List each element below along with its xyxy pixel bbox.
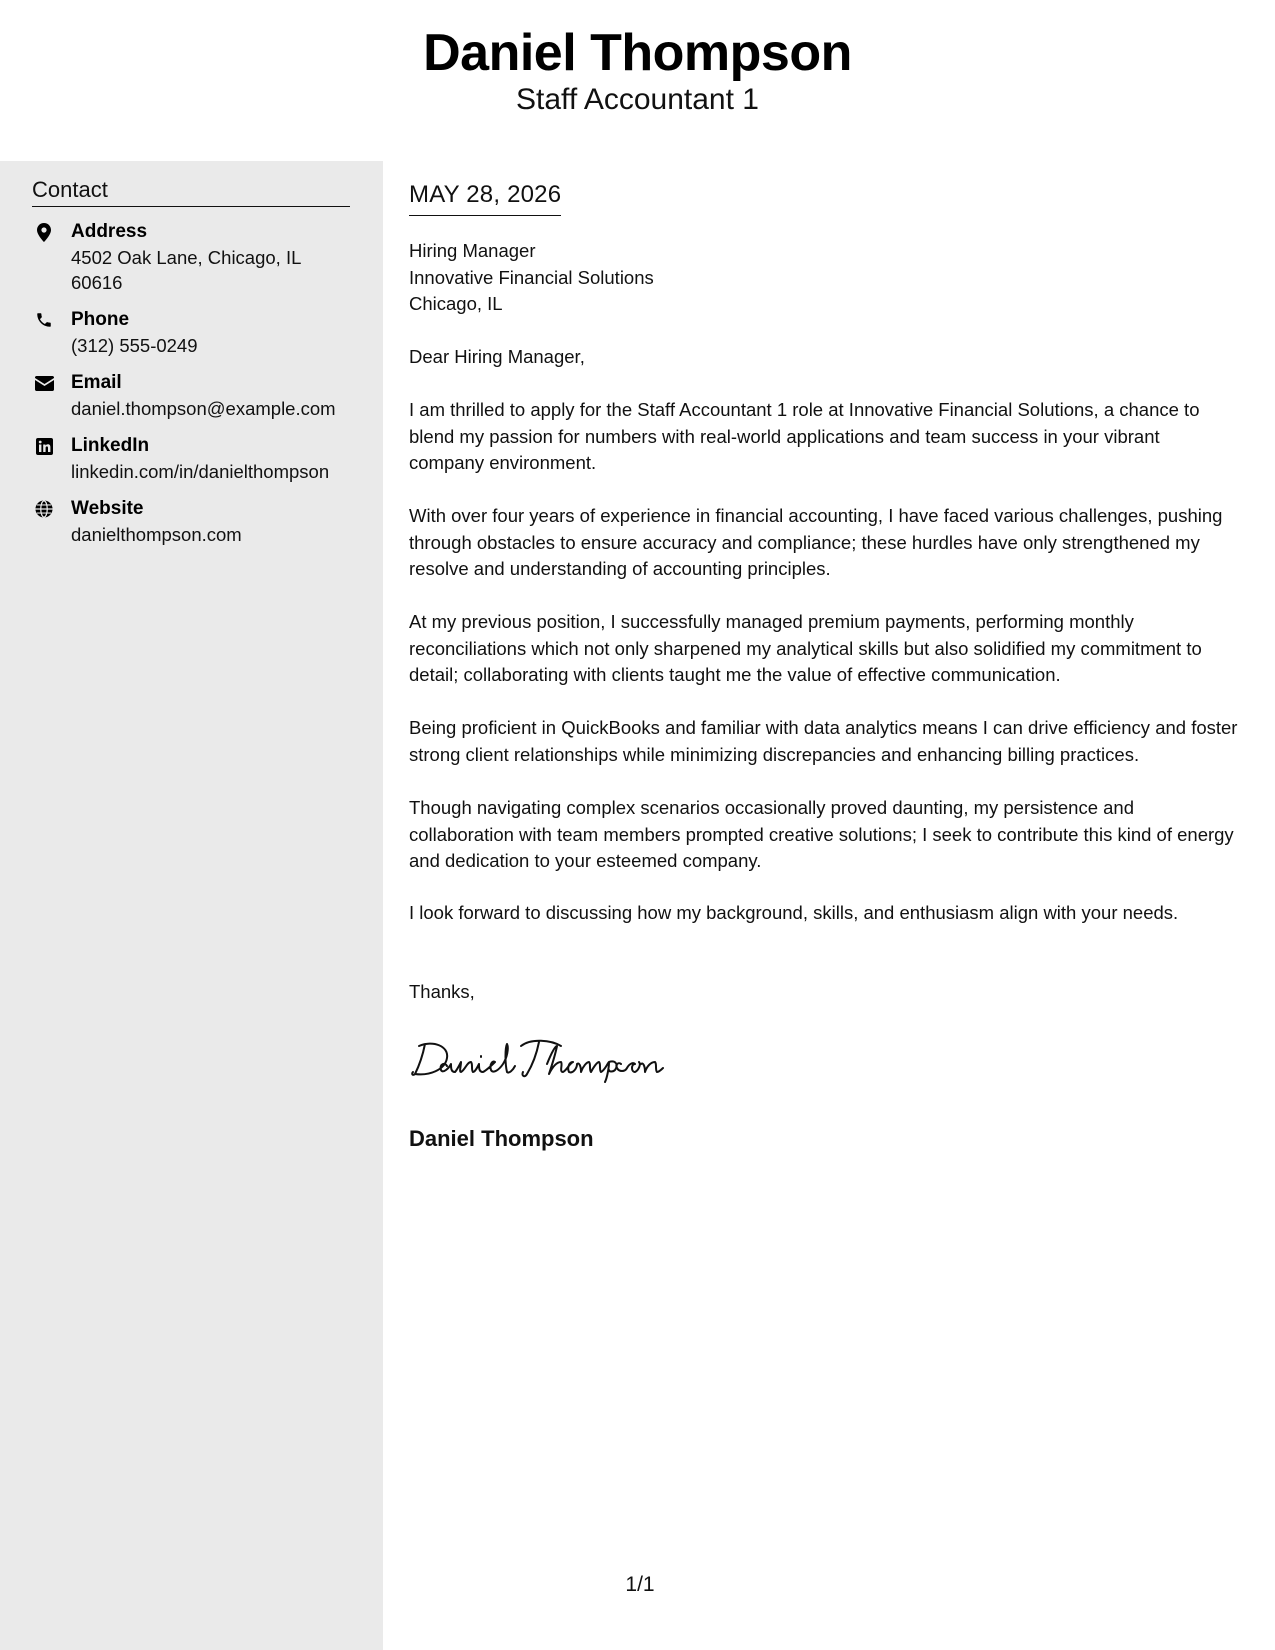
salutation-text: Dear Hiring Manager,: [409, 346, 585, 367]
handwritten-signature: [409, 1032, 669, 1084]
recipient-company: Innovative Financial Solutions: [409, 266, 654, 288]
contact-item-linkedin: [32, 434, 352, 484]
closing-text: Thanks,: [409, 981, 475, 1002]
paragraph: [409, 900, 1239, 927]
contact-value-phone: (312) 555-0249: [71, 335, 198, 356]
contact-item-address: [32, 220, 352, 293]
contact-item-email: [32, 371, 352, 421]
contact-label-phone: Phone: [71, 309, 130, 330]
paragraph-text: At my previous position, I successfully managed premium payments, performing monthly reconciliations which not only sharpened my analytical skills but also solidified my commitment to detail; collaborating with clients taught me the value of effective communication.: [409, 611, 1202, 685]
contact-label-address: Address: [71, 221, 148, 242]
paragraph-text: Though navigating complex scenarios occasionally proved daunting, my persistence and collaboration with team members prompted creative solutions; I seek to contribute this kind of energy and dedication to your esteemed company.: [409, 797, 1234, 871]
contact-value-linkedin: linkedin.com/in/danielthompson: [71, 461, 330, 482]
paragraph-text: With over four years of experience in financial accounting, I have faced various challenges, pushing through obstacles to ensure accuracy and compliance; these hurdles have only strengthened my resolve and understanding of accounting principles.: [409, 505, 1223, 579]
contact-item-website: [32, 497, 352, 547]
contact-value-website: danielthompson.com: [71, 524, 242, 545]
recipient-location: Chicago, IL: [409, 293, 503, 314]
page-number: 1/1: [625, 1573, 655, 1596]
globe-icon: [32, 499, 56, 519]
contact-label-website: Website: [71, 498, 144, 519]
paragraph: [409, 609, 1239, 689]
letter-date: MAY 28, 2026: [409, 179, 561, 216]
applicant-name: Daniel Thompson: [423, 24, 852, 82]
contact-label-email: Email: [71, 372, 122, 393]
location-pin-icon: [32, 222, 56, 242]
contact-item-phone: [32, 308, 352, 358]
contact-value-address: 4502 Oak Lane, Chicago, IL 60616: [71, 247, 301, 293]
paragraph-text: I am thrilled to apply for the Staff Accountant 1 role at Innovative Financial Solutions, a chance to blend my passion for numbers with real-world applications and team success in your vibrant company environment.: [409, 399, 1200, 473]
paragraph: [409, 795, 1239, 875]
paragraph: [409, 503, 1239, 583]
phone-icon: [32, 310, 56, 330]
header: [0, 0, 1275, 161]
salutation: [409, 344, 1239, 371]
envelope-icon: [32, 373, 56, 393]
contact-value-email: daniel.thompson@example.com: [71, 398, 336, 419]
contact-label-linkedin: LinkedIn: [71, 435, 150, 456]
contact-heading: Contact: [32, 175, 350, 207]
paragraph: [409, 715, 1239, 768]
paragraph-text: I look forward to discussing how my background, skills, and enthusiasm align with your needs.: [409, 902, 1179, 923]
closing: [409, 979, 1239, 1006]
paragraph-text: Being proficient in QuickBooks and familiar with data analytics means I can drive efficiency and foster strong client relationships while minimizing discrepancies and enhancing billing practices.: [409, 717, 1238, 765]
recipient-block: [409, 238, 654, 318]
paragraph: [409, 397, 1239, 477]
linkedin-icon: [32, 436, 56, 456]
recipient-name: Hiring Manager: [409, 240, 536, 261]
signer-name: Daniel Thompson: [409, 1126, 594, 1151]
applicant-title: Staff Accountant 1: [516, 83, 759, 116]
